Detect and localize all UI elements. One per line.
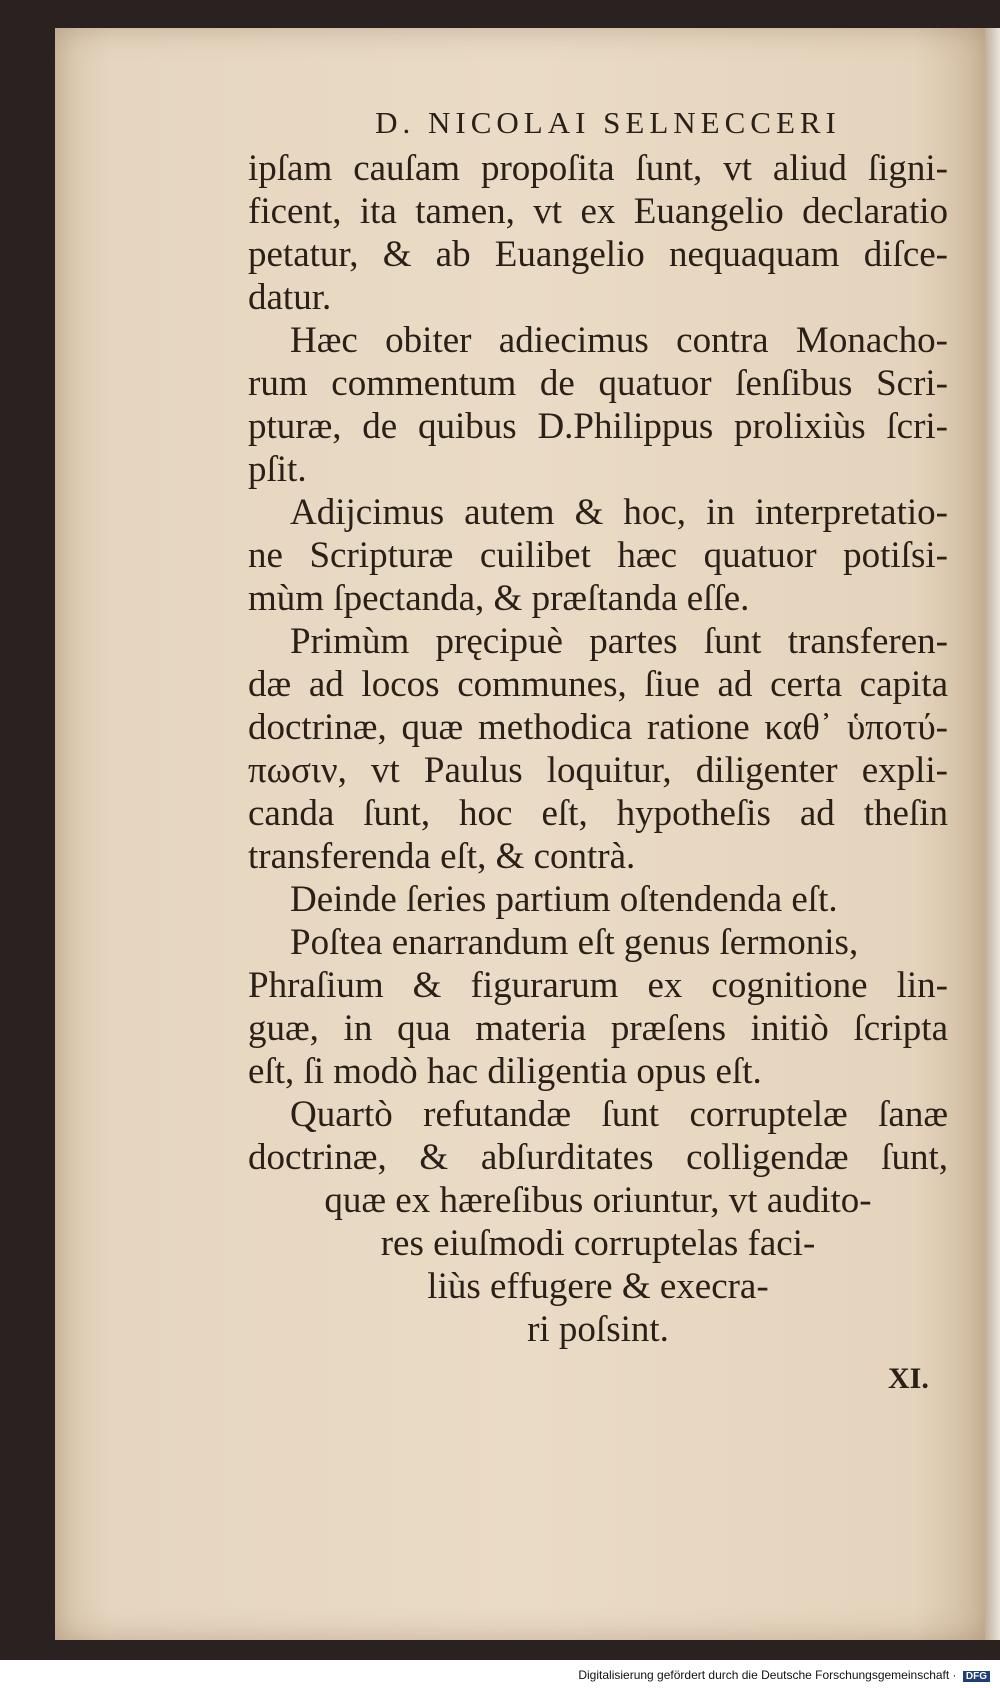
text-line: quæ ex hæreſibus oriuntur, vt audito- <box>324 1180 872 1221</box>
text-line: πωσιν, vt Paulus loquitur, diligenter expli- <box>248 750 948 791</box>
text-line: mùm ſpectanda, & præſtanda eſſe. <box>248 578 750 619</box>
text-line: Phraſium & figurarum ex cognitione lin- <box>248 965 948 1006</box>
text-line: transferenda eſt, & contrà. <box>248 836 636 877</box>
text-line: guæ, in qua materia præſens initiò ſcripta <box>248 1008 948 1049</box>
text-line: Hæc obiter adiecimus contra Monacho- <box>290 320 948 361</box>
text-line: dæ ad locos communes, ſiue ad certa capita <box>248 664 948 705</box>
text-line: Poſtea enarrandum eſt genus ſermonis, <box>290 922 859 963</box>
text-line: Adijcimus autem & hoc, in interpretatio- <box>290 492 948 533</box>
page-text-block <box>248 105 948 1351</box>
text-line: ne Scripturæ cuilibet hæc quatuor potiſsi- <box>248 535 948 576</box>
text-line: res eiuſmodi corruptelas faci- <box>380 1223 816 1264</box>
running-head: D. NICOLAI SELNECCERI <box>375 105 841 140</box>
footer-text: Digitalisierung gefördert durch die Deutsche Forschungsgemeinschaft · <box>578 1668 957 1682</box>
page-edge <box>985 28 1000 1640</box>
text-line: pturæ, de quibus D.Philippus prolixiùs ſcri- <box>248 406 948 447</box>
text-line: Quartò refutandæ ſunt corruptelæ ſanæ <box>290 1094 948 1135</box>
text-line: pſit. <box>248 449 307 490</box>
text-line: Primùm pręcipuè partes ſunt transferen- <box>290 621 948 662</box>
text-line: ri poſsint. <box>527 1309 669 1350</box>
digitization-footer <box>578 1668 990 1682</box>
text-line: canda ſunt, hoc eſt, hypotheſis ad theſin <box>248 793 948 834</box>
text-line: petatur, & ab Euangelio nequaquam diſce- <box>248 234 948 275</box>
text-line: datur. <box>248 277 332 318</box>
text-line: Deinde ſeries partium oſtendenda eſt. <box>290 879 838 920</box>
text-line: ipſam cauſam propoſita ſunt, vt aliud ſigni- <box>248 148 948 189</box>
text-line: liùs effugere & execra- <box>427 1266 769 1307</box>
text-line: eſt, ſi modò hac diligentia opus eſt. <box>248 1051 762 1092</box>
text-line: doctrinæ, & abſurditates colligendæ ſunt, <box>248 1137 948 1178</box>
text-line: doctrinæ, quæ methodica ratione καθ᾽ ὑποτύ- <box>248 707 948 748</box>
text-line: ficent, ita tamen, vt ex Euangelio declaratio <box>248 191 948 232</box>
folio-number: XI. <box>888 1362 929 1395</box>
text-line: rum commentum de quatuor ſenſibus Scri- <box>248 363 948 404</box>
dfg-logo: DFG <box>963 1671 990 1682</box>
